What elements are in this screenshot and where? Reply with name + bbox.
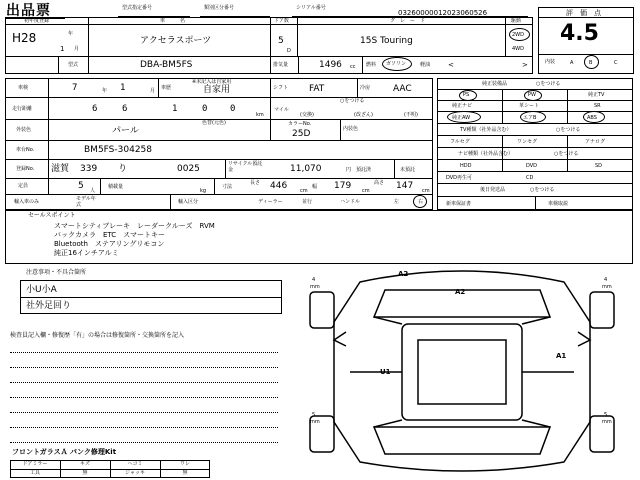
displacement-unit: cc <box>350 64 356 70</box>
parallel-label: 並行 <box>302 199 313 205</box>
grade-value: 15S Touring <box>360 36 413 46</box>
serial-label: シリアル番号 <box>296 5 326 11</box>
usage-note: ※未記入は自家用 <box>192 79 232 85</box>
dealer-label: ディーラー <box>258 199 283 205</box>
year-value: H28 <box>12 31 37 45</box>
color-value: パール <box>112 126 139 136</box>
interior-grade-c: C <box>614 60 618 66</box>
equip-tv[interactable]: 純正TV <box>588 92 605 98</box>
chassis-label: 車台No. <box>16 147 35 153</box>
navi-sd[interactable]: SD <box>595 163 603 169</box>
mile-tampered: (改ざん) <box>354 112 373 118</box>
inspection-year-unit: 年 <box>102 88 108 94</box>
height-unit: cm <box>422 188 430 194</box>
lot-label: 型式指定番号 <box>122 5 153 11</box>
tire-depth-front-left-unit: mm <box>310 284 320 290</box>
doors-label: ドア数 <box>274 18 289 24</box>
legend-header-1: ドアミラー <box>22 461 48 467</box>
later-title: 後日発送品 <box>480 187 506 193</box>
tire-depth-rear-left: 5 <box>312 412 316 418</box>
navi-dvd-play[interactable]: DVD再生可 <box>446 175 473 181</box>
equipment-title: 純正装備品 <box>482 81 508 87</box>
length-unit: cm <box>300 188 308 194</box>
length-label: 長さ <box>250 180 261 186</box>
damage-label-a1: A1 <box>556 352 567 360</box>
color-note: 色替(元色) <box>202 120 226 126</box>
mileage-digit-3: 1 <box>172 104 178 114</box>
width-unit: cm <box>362 188 370 194</box>
later-manual[interactable]: 車検取説 <box>548 201 569 207</box>
interior-label: 内装 <box>545 59 556 65</box>
capacity-unit: 人 <box>90 188 96 194</box>
tv-analog[interactable]: アナログ <box>585 139 606 145</box>
car-name-value: アクセラスポーツ <box>140 36 212 46</box>
capacity-value: 5 <box>78 181 84 191</box>
category-label: 類別区分番号 <box>204 5 235 11</box>
registration-label: 登録No. <box>16 166 35 172</box>
legend-value-1: 工具 <box>29 470 40 476</box>
tire-depth-front-right: 4 <box>604 277 608 283</box>
equip-ps[interactable]: PS <box>463 92 470 98</box>
later-warranty[interactable]: 新車保証書 <box>446 201 472 207</box>
ac-value: AAC <box>393 84 412 94</box>
load-label: 積載量 <box>108 184 124 190</box>
sales-point-4: 純正16インチアルミ <box>54 249 119 257</box>
shift-label: シフト <box>273 85 289 91</box>
import-class-label: 輸入区分 <box>178 199 199 205</box>
tv-fullseg[interactable]: フルセグ <box>450 139 470 145</box>
chassis-value: BM5FS-304258 <box>84 145 153 155</box>
dims-label: 寸法 <box>222 184 233 190</box>
displacement-label: 排気量 <box>273 62 289 68</box>
car-name-label: 車 名 <box>160 18 186 24</box>
legend-header-4: ワレ <box>179 461 190 467</box>
import-label: 輸入車のみ <box>14 199 40 205</box>
length-value: 446 <box>270 181 288 191</box>
equip-navi[interactable]: 純正ナビ <box>452 103 473 109</box>
recycle-unpaid: 未預託 <box>400 167 416 173</box>
registration-kana: り <box>118 164 128 174</box>
inspection-month: 1 <box>120 83 126 93</box>
navi-dvd[interactable]: DVD <box>526 163 538 169</box>
height-value: 147 <box>396 181 414 191</box>
recycle-status: 預託済 <box>356 167 372 173</box>
width-value: 179 <box>334 181 352 191</box>
year-label: 初年度登録 <box>24 18 50 24</box>
tv-note: ○をつける <box>556 127 581 133</box>
score-label: 評 価 点 <box>566 9 601 17</box>
month-unit: 月 <box>74 46 80 52</box>
registration-class: 339 <box>80 164 98 174</box>
page-title: 出品票 <box>6 3 51 19</box>
legend-header-3: ヘコミ <box>127 461 143 467</box>
mileage-unit: km <box>256 112 264 118</box>
mile-exchange: (交換) <box>300 112 314 118</box>
legend-value-2: 無 <box>82 470 88 476</box>
front-glass-note: フロントガラスＡ パンク修理Kit <box>12 448 117 456</box>
damage-label-a2-top: A2 <box>455 288 466 296</box>
height-label: 高さ <box>374 180 385 186</box>
usage-value: 自家用 <box>203 85 231 95</box>
serial-value: 032600000120230605​26 <box>398 9 488 17</box>
tire-depth-rear-right-unit: mm <box>602 419 612 425</box>
equipment-note: ○をつける <box>536 81 561 87</box>
load-unit: kg <box>200 188 207 194</box>
sales-points-label: セールスポイント <box>28 212 76 219</box>
legend-header-2: キズ <box>80 461 90 467</box>
grade-label: グ レ ー ド <box>390 18 426 24</box>
navi-title: ナビ種類（社外品含む） <box>458 151 514 157</box>
navi-cd[interactable]: CD <box>526 175 534 181</box>
drive-label: 駆動 <box>511 18 522 24</box>
mileage-digit-1: 6 <box>92 104 98 114</box>
sales-point-2: バックカメラ ETC スマートキー <box>54 231 166 239</box>
fuel-label: 燃料 <box>366 62 377 68</box>
drive-2wd: 2WD <box>512 32 524 38</box>
mileage-digit-2: 6 <box>122 104 128 114</box>
mile-unknown: (不明) <box>404 112 418 118</box>
note-line-1: 小U小A <box>26 285 57 295</box>
navi-hdd[interactable]: HDD <box>460 163 472 169</box>
tv-title: TV種類（社外品含む） <box>460 127 512 133</box>
width-label: 幅 <box>312 184 318 190</box>
notes-label: 注意事項・不具合箇所 <box>26 269 87 276</box>
doors-value: 5 <box>278 36 284 46</box>
interior-color-label: 内装色 <box>343 126 359 132</box>
registration-pref: 滋賀 <box>51 164 70 174</box>
sales-point-1: スマートシティブレーキ レーダークルーズ RVM <box>54 222 215 230</box>
drive-4wd: 4WD <box>512 46 524 52</box>
color-number-label: カラーNo. <box>288 121 312 127</box>
legend-value-3: ジャッキ <box>125 470 145 476</box>
inspector-label: 検査員記入欄・修復歴「有」の場合は修復箇所・交換箇所を記入 <box>10 332 185 339</box>
month-value: 1 <box>60 45 65 53</box>
recycle-label: リサイクル預託金 <box>228 161 263 173</box>
tire-depth-front-right-unit: mm <box>602 284 612 290</box>
equip-aw[interactable]: 純正AW <box>452 115 471 121</box>
later-note: ○をつける <box>530 187 555 193</box>
inspection-year: 7 <box>72 83 78 93</box>
tire-depth-rear-right: 5 <box>604 412 608 418</box>
displacement-value: 1496 <box>319 60 342 70</box>
mileage-label: 走行距離 <box>12 106 33 112</box>
equip-leather[interactable]: 革シート <box>519 103 540 109</box>
legend-value-4: 無 <box>182 470 188 476</box>
tv-oneseg[interactable]: ワンセグ <box>517 139 538 145</box>
interior-grade-b: B <box>589 60 593 66</box>
mileage-digit-4: 0 <box>202 104 208 114</box>
equip-airbag[interactable]: エアB <box>523 115 537 121</box>
model-value: DBA-BM5FS <box>140 60 193 70</box>
fuel-diesel: 軽油 <box>420 62 431 68</box>
ac-label: 冷房 <box>360 85 371 91</box>
color-label: 外装色 <box>16 127 32 133</box>
mile-note: ○をつける <box>340 98 365 104</box>
shift-value: FAT <box>309 84 325 94</box>
equip-pw[interactable]: PW <box>528 92 536 98</box>
mileage-digit-5: 0 <box>230 104 236 114</box>
model-year-label: モデル年式 <box>76 196 96 208</box>
interior-grade-a: A <box>570 60 574 66</box>
capacity-label: 定員 <box>18 183 29 189</box>
handle-label: ハンドル <box>340 199 361 205</box>
recycle-unit: 円 <box>346 167 352 173</box>
navi-note: ○をつける <box>554 151 579 157</box>
registration-number: 0025 <box>177 164 200 174</box>
sales-point-3: Bluetooth ステアリングリモコン <box>54 240 165 248</box>
color-number-value: 25D <box>292 129 311 139</box>
doors-sub: D <box>287 48 291 54</box>
score-value: 4.5 <box>560 21 599 46</box>
note-line-2: 社外足回り <box>26 301 72 311</box>
inspection-label: 車検 <box>18 85 29 91</box>
model-label: 型式 <box>68 62 79 68</box>
fuel-arrow-right: > <box>522 61 528 69</box>
mile-label: マイル <box>274 107 289 113</box>
inspection-month-unit: 月 <box>150 88 156 94</box>
year-unit: 年 <box>68 31 74 37</box>
equip-sr[interactable]: SR <box>594 103 601 109</box>
damage-label-u1: U1 <box>380 368 391 376</box>
handle-right: 右 <box>418 199 424 205</box>
handle-left: 左 <box>394 199 400 205</box>
recycle-value: 11,070 <box>290 164 322 174</box>
fuel-arrow-left: < <box>448 61 454 69</box>
tire-depth-rear-left-unit: mm <box>310 419 320 425</box>
tire-depth-front-left: 4 <box>312 277 316 283</box>
damage-label-a2-front: A2 <box>398 270 409 278</box>
usage-label: 車歴 <box>161 85 172 91</box>
equip-abs[interactable]: ABS <box>587 115 597 121</box>
fuel-value: ガソリン <box>386 61 407 67</box>
